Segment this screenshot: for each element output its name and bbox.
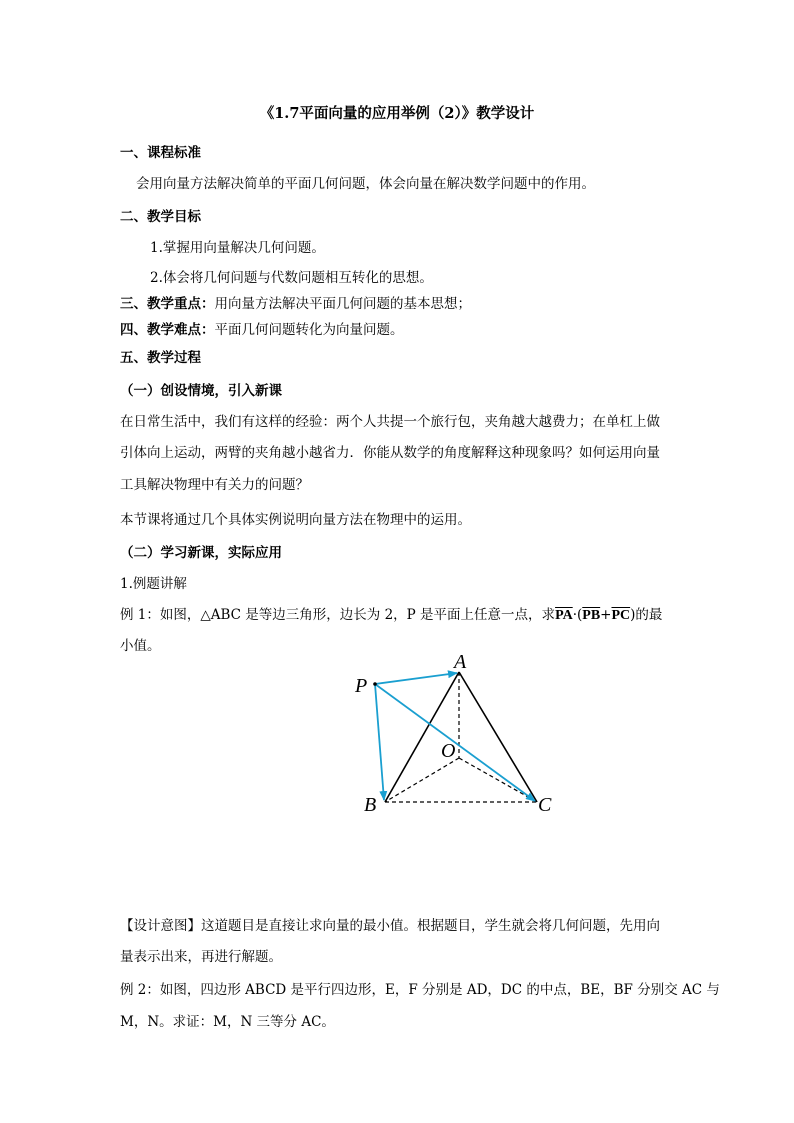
intro-line-2: 引体向上运动，两臂的夹角越小越省力．你能从数学的角度解释这种现象吗？如何运用向量 — [120, 445, 660, 461]
label-o: O — [441, 740, 456, 762]
dashed-oc — [459, 758, 537, 802]
subsection-heading-1: （一）创设情境，引入新课 — [120, 383, 282, 399]
label-a: A — [454, 651, 467, 673]
example-2-line-2: M，N。求证：M，N 三等分 AC。 — [120, 1014, 335, 1030]
example-1-suffix: 的最 — [635, 607, 663, 623]
difficulty-line — [120, 318, 404, 338]
example-1-prefix: 例 1：如图，△ABC 是等边三角形，边长为 2，P 是平面上任意一点，求 — [120, 607, 556, 623]
subsection-heading-2: （二）学习新课，实际应用 — [120, 545, 282, 561]
intro-line-1: 在日常生活中，我们有这样的经验：两个人共提一个旅行包，夹角越大越费力；在单杠上做 — [120, 414, 660, 430]
dashed-ob — [385, 758, 459, 802]
section-heading-objectives: 二、教学目标 — [120, 209, 201, 225]
vector-pc: $\overline{PC}$ — [611, 608, 631, 623]
triangle-diagram — [345, 650, 565, 825]
key-points-text: 用向量方法解决平面几何问题的基本思想； — [214, 296, 471, 312]
vector-pa-arrow — [375, 673, 457, 684]
design-intent-line-2: 量表示出来，再进行解题。 — [120, 949, 282, 965]
open-paren: ( — [576, 607, 583, 623]
label-b: B — [364, 794, 377, 816]
section-heading-curriculum: 一、课程标准 — [120, 145, 201, 161]
example-2-line-1: 例 2：如图，四边形 ABCD 是平行四边形，E，F 分别是 AD，DC 的中点，BE，BF 分别交 AC 与 — [120, 982, 720, 998]
curriculum-text: 会用向量方法解决简单的平面几何问题，体会向量在解决数学问题中的作用。 — [136, 176, 595, 192]
intro-line-3: 工具解决物理中有关力的问题？ — [120, 477, 309, 493]
close-paren: ) — [630, 607, 636, 623]
vector-pa: $\overline{PA}$ — [555, 608, 573, 623]
section-heading-process: 五、教学过程 — [120, 350, 201, 366]
key-points-line — [120, 292, 471, 312]
dot-operator: · — [572, 607, 577, 623]
label-p: P — [355, 675, 368, 697]
objective-item-1: 1.掌握用向量解决几何问题。 — [150, 240, 325, 256]
plus-operator: + — [600, 607, 612, 623]
difficulty-heading: 四、教学难点： — [120, 322, 215, 338]
side-ac — [459, 672, 537, 802]
page-title: 《1.7平面向量的应用举例（2）》教学设计 — [259, 105, 535, 122]
intro-paragraph-2: 本节课将通过几个具体实例说明向量方法在物理中的运用。 — [120, 512, 471, 528]
vector-pb-arrow — [375, 684, 384, 800]
label-c: C — [538, 794, 552, 816]
example-1-line-1 — [120, 603, 662, 624]
point-p — [373, 682, 377, 686]
vector-pb: $\overline{PB}$ — [582, 608, 601, 623]
example-1-line-2: 小值。 — [120, 638, 161, 654]
objective-item-2: 2.体会将几何问题与代数问题相互转化的思想。 — [150, 270, 433, 286]
design-intent-line-1: 【设计意图】这道题目是直接让求向量的最小值。根据题目，学生就会将几何问题，先用向 — [120, 918, 660, 934]
difficulty-text: 平面几何问题转化为向量问题。 — [214, 322, 404, 338]
example-heading: 1.例题讲解 — [120, 576, 187, 592]
key-points-heading: 三、教学重点： — [120, 296, 215, 312]
